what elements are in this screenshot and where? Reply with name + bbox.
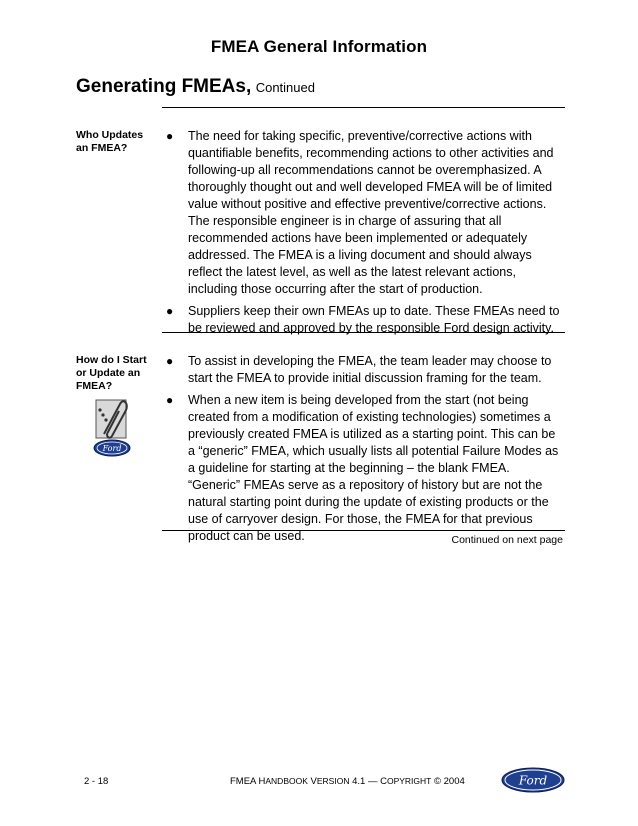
continued-note: Continued on next page: [451, 534, 563, 546]
footer-page-number: 2 - 18: [84, 776, 109, 787]
ford-logo-icon: [501, 767, 565, 793]
footer-title: FMEA HANDBOOK VERSION 4.1 — COPYRIGHT © 2004: [230, 776, 465, 787]
divider-bottom: [162, 530, 565, 531]
bullet-icon: ●: [166, 354, 174, 368]
side-label-how-start: How do I Start or Update an FMEA?: [76, 354, 147, 392]
section-heading-text: Generating FMEAs,: [76, 76, 252, 97]
footer-logo-text: Ford: [518, 773, 548, 788]
list-item: ● The need for taking specific, preventive/corrective actions with quantifiable benefits, recommending actions to other activities and following-up all recommendations cannot be overemphasized. A thoroughly thought out and well developed FMEA will be of limited value without positive and effective preventive/corrective actions. The responsible engineer is in charge of assuring that all recommended actions have been implemented or adequately addressed. The FMEA is a living document and should always reflect the latest level, as well as the latest relevant actions, including those occurring after the start of production.: [166, 129, 554, 296]
list-item: ● When a new item is being developed from the start (not being created from a modification of existing technologies) sometimes a previously created FMEA is utilized as a starting point. This can be a “generic” FMEA, which usually lists all potential Failure Modes as a guideline for starting at the beginning – the blank FMEA. “Generic” FMEAs serve as a repository of history but are not the natural starting point during the update of existing products or the use of carryover design. For those, the FMEA for that previous product can be used.: [166, 393, 559, 543]
page-title: FMEA General Information: [210, 37, 428, 56]
paperclip-ford-icon: [90, 398, 134, 460]
side-label-who-updates: Who Updates an FMEA?: [76, 129, 144, 154]
list-item: ● To assist in developing the FMEA, the team leader may choose to start the FMEA to provide initial discussion framing for the team.: [166, 354, 552, 385]
clip-logo-text: Ford: [102, 444, 122, 453]
section-heading-continued: Continued: [255, 80, 315, 95]
divider-top: [162, 107, 565, 108]
list-item: ● Suppliers keep their own FMEAs up to date. These FMEAs need to be reviewed and approved by the responsible Ford design activity.: [166, 304, 560, 335]
bullet-icon: ●: [166, 393, 174, 407]
bullet-list-how-start: [162, 353, 564, 550]
bullet-icon: ●: [166, 129, 174, 143]
bullet-list-who-updates: [162, 128, 564, 342]
bullet-icon: ●: [166, 304, 174, 318]
divider-middle: [162, 332, 565, 333]
section-heading: [76, 76, 315, 98]
